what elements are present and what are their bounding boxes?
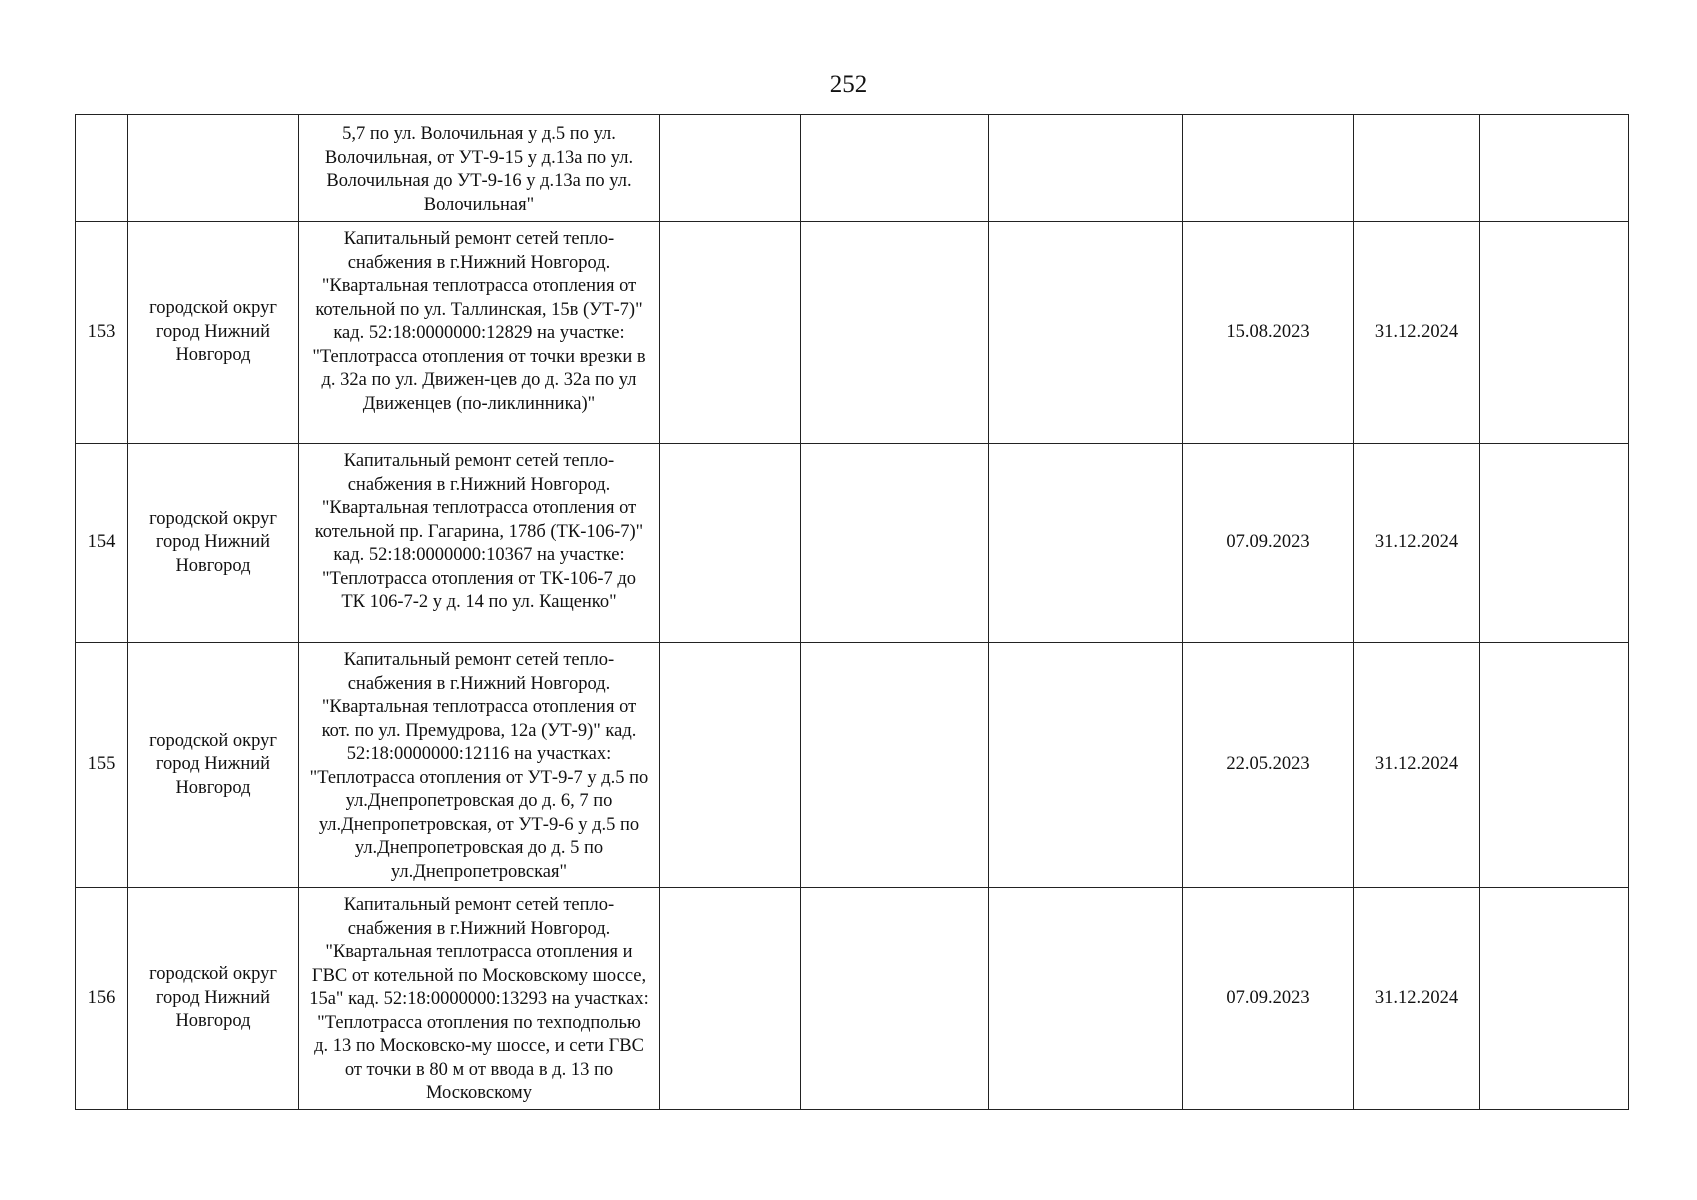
page-number: 252 [829,71,868,98]
end-date-cell: 31.12.2024 [1354,643,1480,888]
empty-cell [660,888,801,1110]
description-cell: Капитальный ремонт сетей тепло-снабжения в г.Нижний Новгород. "Квартальная теплотрасса отопления от котельной пр. Гагарина, 178б (ТК-106-7)" кад. 52:18:0000000:10367 на участке: "Теплотрасса отопления от ТК-106-7 до ТК 106-7-2 у д. 14 по ул. Кащенко" [299,444,660,643]
table-row [76,888,1629,1110]
empty-cell [989,888,1183,1110]
end-date-cell: 31.12.2024 [1354,888,1480,1110]
empty-cell [1480,888,1629,1110]
start-date-cell [1183,115,1354,222]
empty-cell [660,643,801,888]
empty-cell [801,444,989,643]
row-number-cell: 156 [76,888,128,1110]
table-row [76,222,1629,444]
row-number-cell: 153 [76,222,128,444]
municipality-cell: городской округ город Нижний Новгород [128,444,299,643]
empty-cell [989,222,1183,444]
start-date-cell: 07.09.2023 [1183,444,1354,643]
municipality-cell [128,115,299,222]
empty-cell [801,222,989,444]
row-number-cell [76,115,128,222]
municipality-cell: городской округ город Нижний Новгород [128,643,299,888]
description-cell: 5,7 по ул. Волочильная у д.5 по ул. Волочильная, от УТ-9-15 у д.13а по ул. Волочильная до УТ-9-16 у д.13а по ул. Волочильная" [299,115,660,222]
start-date-cell: 07.09.2023 [1183,888,1354,1110]
row-number-cell: 155 [76,643,128,888]
table-row [76,115,1629,222]
description-cell: Капитальный ремонт сетей тепло-снабжения в г.Нижний Новгород. "Квартальная теплотрасса отопления от котельной по ул. Таллинская, 15в (УТ-7)" кад. 52:18:0000000:12829 на участке: "Теплотрасса отопления от точки врезки в д. 32а по ул. Движен-цев до д. 32а по ул Движенцев (по-ликлинника)" [299,222,660,444]
empty-cell [801,643,989,888]
empty-cell [1480,222,1629,444]
empty-cell [801,888,989,1110]
empty-cell [989,444,1183,643]
table-row [76,643,1629,888]
municipality-cell: городской округ город Нижний Новгород [128,222,299,444]
empty-cell [801,115,989,222]
empty-cell [660,115,801,222]
row-number-cell: 154 [76,444,128,643]
description-cell: Капитальный ремонт сетей тепло-снабжения в г.Нижний Новгород. "Квартальная теплотрасса отопления от кот. по ул. Премудрова, 12а (УТ-9)" кад. 52:18:0000000:12116 на участках: "Теплотрасса отопления от УТ-9-7 у д.5 по ул.Днепропетровская до д. 6, 7 по ул.Днепропетровская, от УТ-9-6 у д.5 по ул.Днепропетровская до д. 5 по ул.Днепропетровская" [299,643,660,888]
table-row [76,444,1629,643]
empty-cell [989,643,1183,888]
empty-cell [1480,115,1629,222]
end-date-cell: 31.12.2024 [1354,444,1480,643]
empty-cell [989,115,1183,222]
empty-cell [1480,444,1629,643]
empty-cell [660,444,801,643]
registry-table [75,114,1629,1110]
empty-cell [1480,643,1629,888]
start-date-cell: 22.05.2023 [1183,643,1354,888]
empty-cell [660,222,801,444]
municipality-cell: городской округ город Нижний Новгород [128,888,299,1110]
description-cell: Капитальный ремонт сетей тепло-снабжения в г.Нижний Новгород. "Квартальная теплотрасса отопления и ГВС от котельной по Московскому шоссе, 15а" кад. 52:18:0000000:13293 на участках: "Теплотрасса отопления по техподполью д. 13 по Московско-му шоссе, и сети ГВС от точки в 80 м от ввода в д. 13 по Московскому [299,888,660,1110]
end-date-cell [1354,115,1480,222]
end-date-cell: 31.12.2024 [1354,222,1480,444]
start-date-cell: 15.08.2023 [1183,222,1354,444]
